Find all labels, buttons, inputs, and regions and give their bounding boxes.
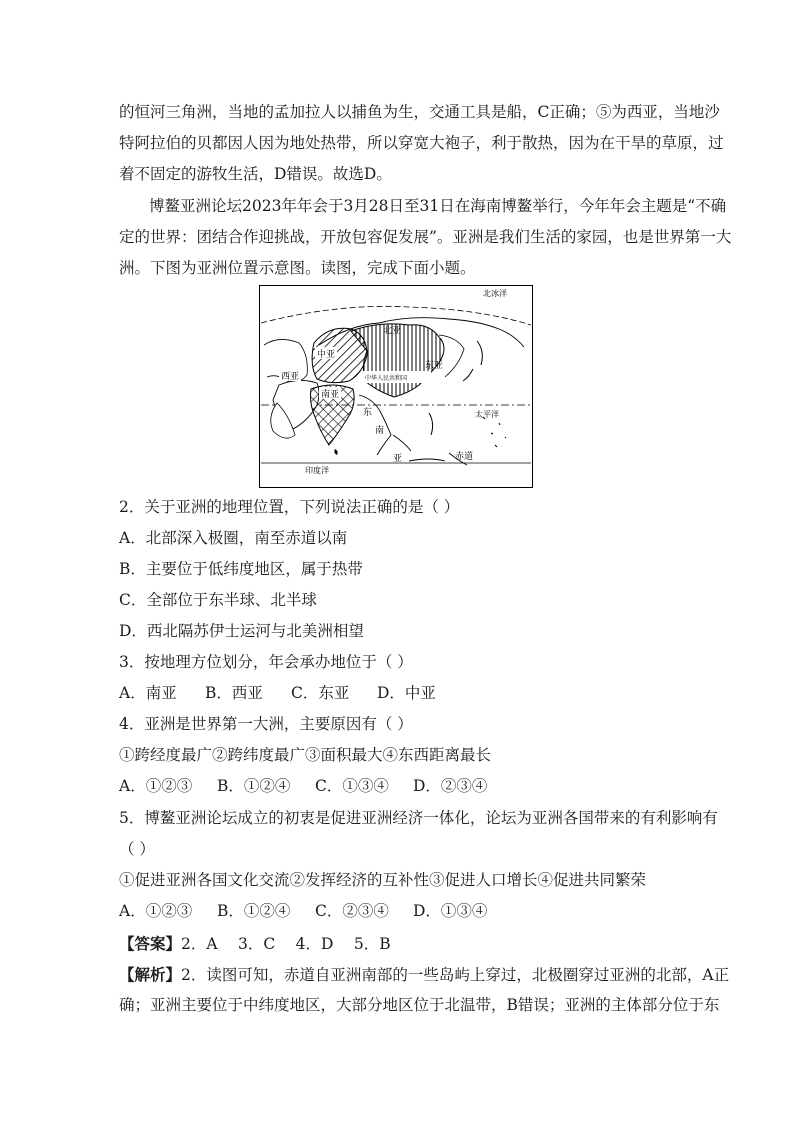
question-4-option-b: B．①②④ (217, 777, 291, 795)
question-4-options (119, 771, 679, 802)
label-east-asia: 东亚 (425, 361, 444, 371)
label-se-ya: 亚 (393, 454, 403, 464)
intro-line-1: 的恒河三角洲，当地的孟加拉人以捕鱼为生，交通工具是船，C正确；⑤为西亚，当地沙 (119, 103, 720, 121)
question-3-option-c: C．东亚 (291, 684, 350, 702)
label-equator: 赤道 (455, 452, 474, 462)
label-indian-ocean: 印度洋 (305, 466, 329, 475)
label-se-dong: 东 (363, 408, 373, 418)
label-south-asia: 南亚 (321, 390, 340, 400)
answer-text: 2．A 3．C 4．D 5．B (181, 935, 391, 953)
question-3-option-b: B．西亚 (205, 684, 263, 702)
question-4-option-c: C．①③④ (315, 777, 389, 795)
question-4-option-a: A．①②③ (119, 777, 193, 795)
question-5-option-a: A．①②③ (119, 902, 193, 920)
question-5-options (119, 896, 679, 927)
question-3-option-a: A．南亚 (119, 684, 177, 702)
question-3-options (119, 678, 679, 709)
label-pacific-ocean: 太平洋 (475, 410, 499, 419)
label-china: 中华人民共和国 (365, 375, 408, 382)
answer-tag: 【答案】 (119, 934, 182, 953)
question-5-option-b: B．①②④ (217, 902, 291, 920)
passage-line-1: 博鳌亚洲论坛2023年年会于3月28日至31日在海南博鳌举行，今年年会主题是“不确 (149, 197, 727, 215)
intro-line-2: 特阿拉伯的贝都因人因为地处热带，所以穿宽大袍子，利于散热，因为在干旱的草原，过 (119, 134, 724, 152)
passage-line-2: 定的世界：团结合作迎挑战，开放包容促发展”。亚洲是我们生活的家园，也是世界第一大 (119, 228, 732, 246)
question-2-option-c: C．全部位于东半球、北半球 (119, 591, 317, 609)
analysis-text-1: 2．读图可知，赤道自亚洲南部的一些岛屿上穿过，北极圈穿过亚洲的北部，A正 (181, 966, 730, 984)
label-central-asia: 中亚 (317, 350, 336, 360)
question-3-option-d: D．中亚 (377, 684, 436, 702)
question-4-stem: 4．亚洲是世界第一大洲，主要原因有（ ） (119, 715, 413, 733)
question-2-option-d: D．西北隔苏伊士运河与北美洲相望 (119, 622, 364, 640)
question-3-stem: 3．按地理方位划分，年会承办地位于（ ） (119, 653, 413, 671)
question-5-stem: 5．博鳌亚洲论坛成立的初衷是促进亚洲经济一体化，论坛为亚洲各国带来的有利影响有 (119, 809, 718, 827)
question-4-option-d: D．②③④ (413, 777, 488, 795)
label-north-asia: 北亚 (383, 326, 402, 336)
question-2-option-b: B．主要位于低纬度地区，属于热带 (119, 560, 363, 578)
question-4-items: ①跨经度最广②跨纬度最广③面积最大④东西距离最长 (119, 746, 492, 764)
asia-location-map (259, 285, 533, 488)
passage-line-3: 洲。下图为亚洲位置示意图。读图，完成下面小题。 (119, 259, 476, 277)
question-5-option-d: D．①③④ (413, 902, 488, 920)
question-5-items: ①促进亚洲各国文化交流②发挥经济的互补性③促进人口增长④促进共同繁荣 (119, 871, 647, 889)
label-arctic-ocean: 北冰洋 (483, 289, 507, 298)
analysis-line-2: 确；亚洲主要位于中纬度地区，大部分地区位于北温带，B错误；亚洲的主体部分位于东 (119, 996, 720, 1014)
question-5-stem-cont: （ ） (119, 840, 155, 858)
question-2-option-a: A．北部深入极圈，南至赤道以南 (119, 529, 348, 547)
analysis-tag: 【解析】 (119, 965, 182, 984)
analysis-line-1 (119, 959, 730, 991)
intro-line-3: 着不固定的游牧生活，D错误。故选D。 (119, 165, 392, 183)
label-west-asia: 西亚 (281, 372, 300, 382)
label-se-nan: 南 (375, 426, 385, 436)
question-5-option-c: C．②③④ (315, 902, 389, 920)
answer-line (119, 928, 679, 960)
question-2-stem: 2．关于亚洲的地理位置，下列说法正确的是（ ） (119, 498, 460, 516)
